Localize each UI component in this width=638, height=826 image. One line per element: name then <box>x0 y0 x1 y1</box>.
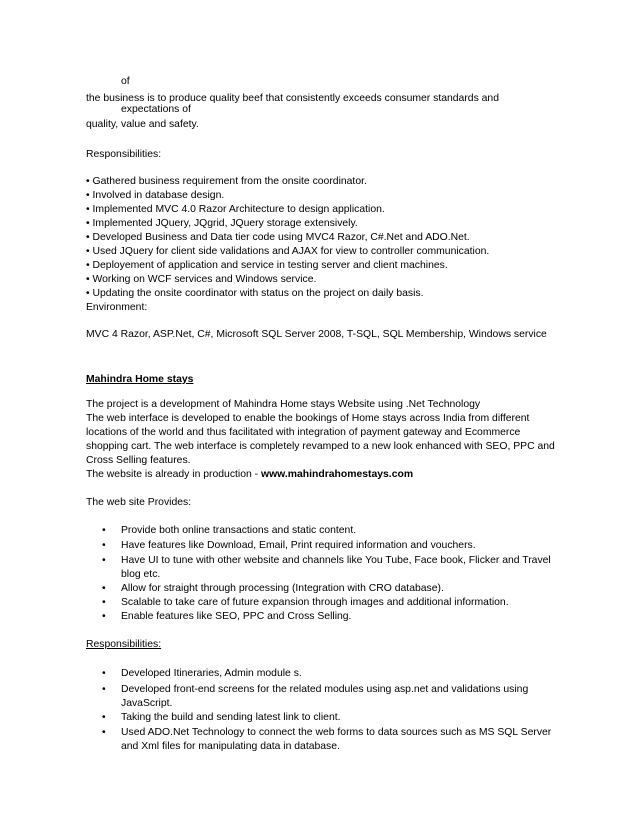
intro-line: expectations of <box>121 104 191 115</box>
environment-value: MVC 4 Razor, ASP.Net, C#, Microsoft SQL Server 2008, T-SQL, SQL Membership, Windows service <box>86 329 547 340</box>
project-description-line: The project is a development of Mahindra Home stays Website using .Net Technology <box>86 399 481 410</box>
production-line <box>86 468 413 482</box>
responsibility-text: Developed front-end screens for the related modules using asp.net and validations using <box>121 684 529 695</box>
provides-text: Enable features like SEO, PPC and Cross Selling. <box>121 611 352 622</box>
bullet-icon: • <box>102 712 106 723</box>
responsibility-item: • Involved in database design. <box>86 190 225 201</box>
responsibilities-heading: Responsibilities: <box>86 149 162 160</box>
responsibility-text: Taking the build and sending latest link to client. <box>121 712 341 723</box>
responsibility-text: Used ADO.Net Technology to connect the web forms to data sources such as MS SQL Server <box>121 727 552 738</box>
bullet-icon: • <box>102 540 106 551</box>
project-responsibilities-heading: Responsibilities: <box>86 639 162 650</box>
production-url: www.mahindrahomestays.com <box>261 469 414 480</box>
responsibility-text: Developed Itineraries, Admin module s. <box>121 668 302 679</box>
provides-text: Provide both online transactions and static content. <box>121 525 357 536</box>
responsibility-item: • Used JQuery for client side validations and AJAX for view to controller communication. <box>86 246 490 257</box>
project-description-line: shopping cart. The web interface is completely revamped to a new look enhanced with SEO, PPC and <box>86 441 555 452</box>
bullet-icon: • <box>102 525 106 536</box>
intro-line: the business is to produce quality beef that consistently exceeds consumer standards and <box>86 93 499 104</box>
responsibility-item: • Gathered business requirement from the onsite coordinator. <box>86 176 367 187</box>
provides-text: blog etc. <box>121 569 161 580</box>
project-title: Mahindra Home stays <box>86 374 194 385</box>
bullet-icon: • <box>102 611 106 622</box>
provides-text: Allow for straight through processing (Integration with CRO database). <box>121 583 444 594</box>
project-description-line: Cross Selling features. <box>86 455 191 466</box>
responsibility-item: • Developed Business and Data tier code using MVC4 Razor, C#.Net and ADO.Net. <box>86 232 470 243</box>
environment-label: Environment: <box>86 302 148 313</box>
bullet-icon: • <box>102 555 106 566</box>
responsibility-text: JavaScript. <box>121 698 173 709</box>
intro-line: of <box>121 76 130 87</box>
project-description-line: The web interface is developed to enable the bookings of Home stays across India from different <box>86 413 530 424</box>
responsibility-item: • Implemented JQuery, JQgrid, JQuery storage extensively. <box>86 218 358 229</box>
bullet-icon: • <box>102 583 106 594</box>
responsibility-text: and Xml files for manipulating data in database. <box>121 741 340 752</box>
bullet-icon: • <box>102 668 106 679</box>
responsibility-item: • Implemented MVC 4.0 Razor Architecture to design application. <box>86 204 385 215</box>
intro-line: quality, value and safety. <box>86 119 199 130</box>
responsibility-item: • Deployement of application and service in testing server and client machines. <box>86 260 448 271</box>
bullet-icon: • <box>102 727 106 738</box>
project-description-line: locations of the world and thus facilitated with integration of payment gateway and Ecommerce <box>86 427 521 438</box>
production-prefix: The website is already in production - <box>86 469 261 480</box>
bullet-icon: • <box>102 684 106 695</box>
responsibility-item: • Working on WCF services and Windows service. <box>86 274 317 285</box>
provides-text: Have UI to tune with other website and channels like You Tube, Face book, Flicker and Travel <box>121 555 551 566</box>
responsibility-item: • Updating the onsite coordinator with status on the project on daily basis. <box>86 288 424 299</box>
provides-label: The web site Provides: <box>86 497 192 508</box>
provides-text: Have features like Download, Email, Print required information and vouchers. <box>121 540 476 551</box>
provides-text: Scalable to take care of future expansion through images and additional information. <box>121 597 509 608</box>
bullet-icon: • <box>102 597 106 608</box>
